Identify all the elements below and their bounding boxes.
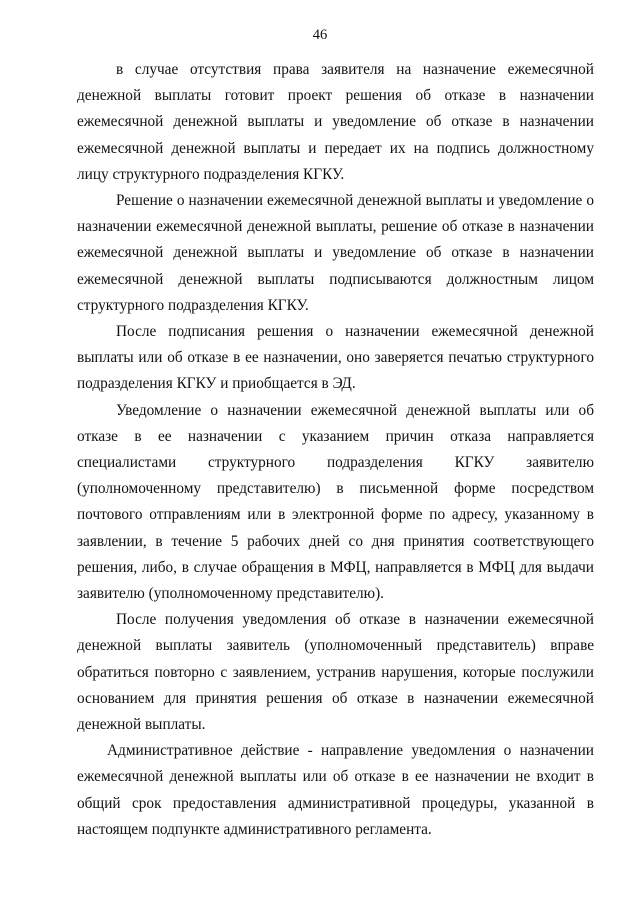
paragraph-reapplication: После получения уведомления об отказе в назначении ежемесячной денежной выплаты заявитель (уполномоченный представитель) вправе обратиться повторно с заявлением, устранив нарушения, которые послужили основанием для принятия решения об отказе в назначении ежемесячной денежной выплаты. <box>77 611 594 734</box>
paragraph-signing: Решение о назначении ежемесячной денежной выплаты и уведомление о назначении ежемесячной денежной выплаты, решение об отказе в назначении ежемесячной денежной выплаты и уведомление об отказе в назначении ежемесячной денежной выплаты подписываются должностным лицом структурного подразделения КГКУ. <box>77 192 594 314</box>
paragraph-notification: Уведомление о назначении ежемесячной денежной выплаты или об отказе в ее назначении с указанием причин отказа направляется специалистами структурного подразделения КГКУ заявителю (уполномоченному представителю) в письменной форме посредством почтового отправлениям или в электронной форме по адресу, указанному в заявлении, в течение 5 рабочих дней со дня принятия соответствующего решения, либо, в случае обращения в МФЦ, направляется в МФЦ для выдачи заявителю (уполномоченному представителю). <box>77 401 594 603</box>
page-number: 46 <box>312 27 328 43</box>
document-body <box>77 57 594 843</box>
paragraph-refusal-draft: в случае отсутствия права заявителя на назначение ежемесячной денежной выплаты готовит проект решения об отказе в назначении ежемесячной денежной выплаты и уведомление об отказе в назначении ежемесячной денежной выплаты и передает их на подпись должностному лицу структурного подразделения КГКУ. <box>77 61 594 183</box>
paragraph-certification: После подписания решения о назначении ежемесячной денежной выплаты или об отказе в ее назначении, оно заверяется печатью структурного подразделения КГКУ и приобщается в ЭД. <box>77 323 594 393</box>
paragraph-administrative-action: Административное действие - направление уведомления о назначении ежемесячной денежной выплаты или об отказе в ее назначении не входит в общий срок предоставления административной процедуры, указанной в настоящем подпункте административного регламента. <box>77 742 594 838</box>
